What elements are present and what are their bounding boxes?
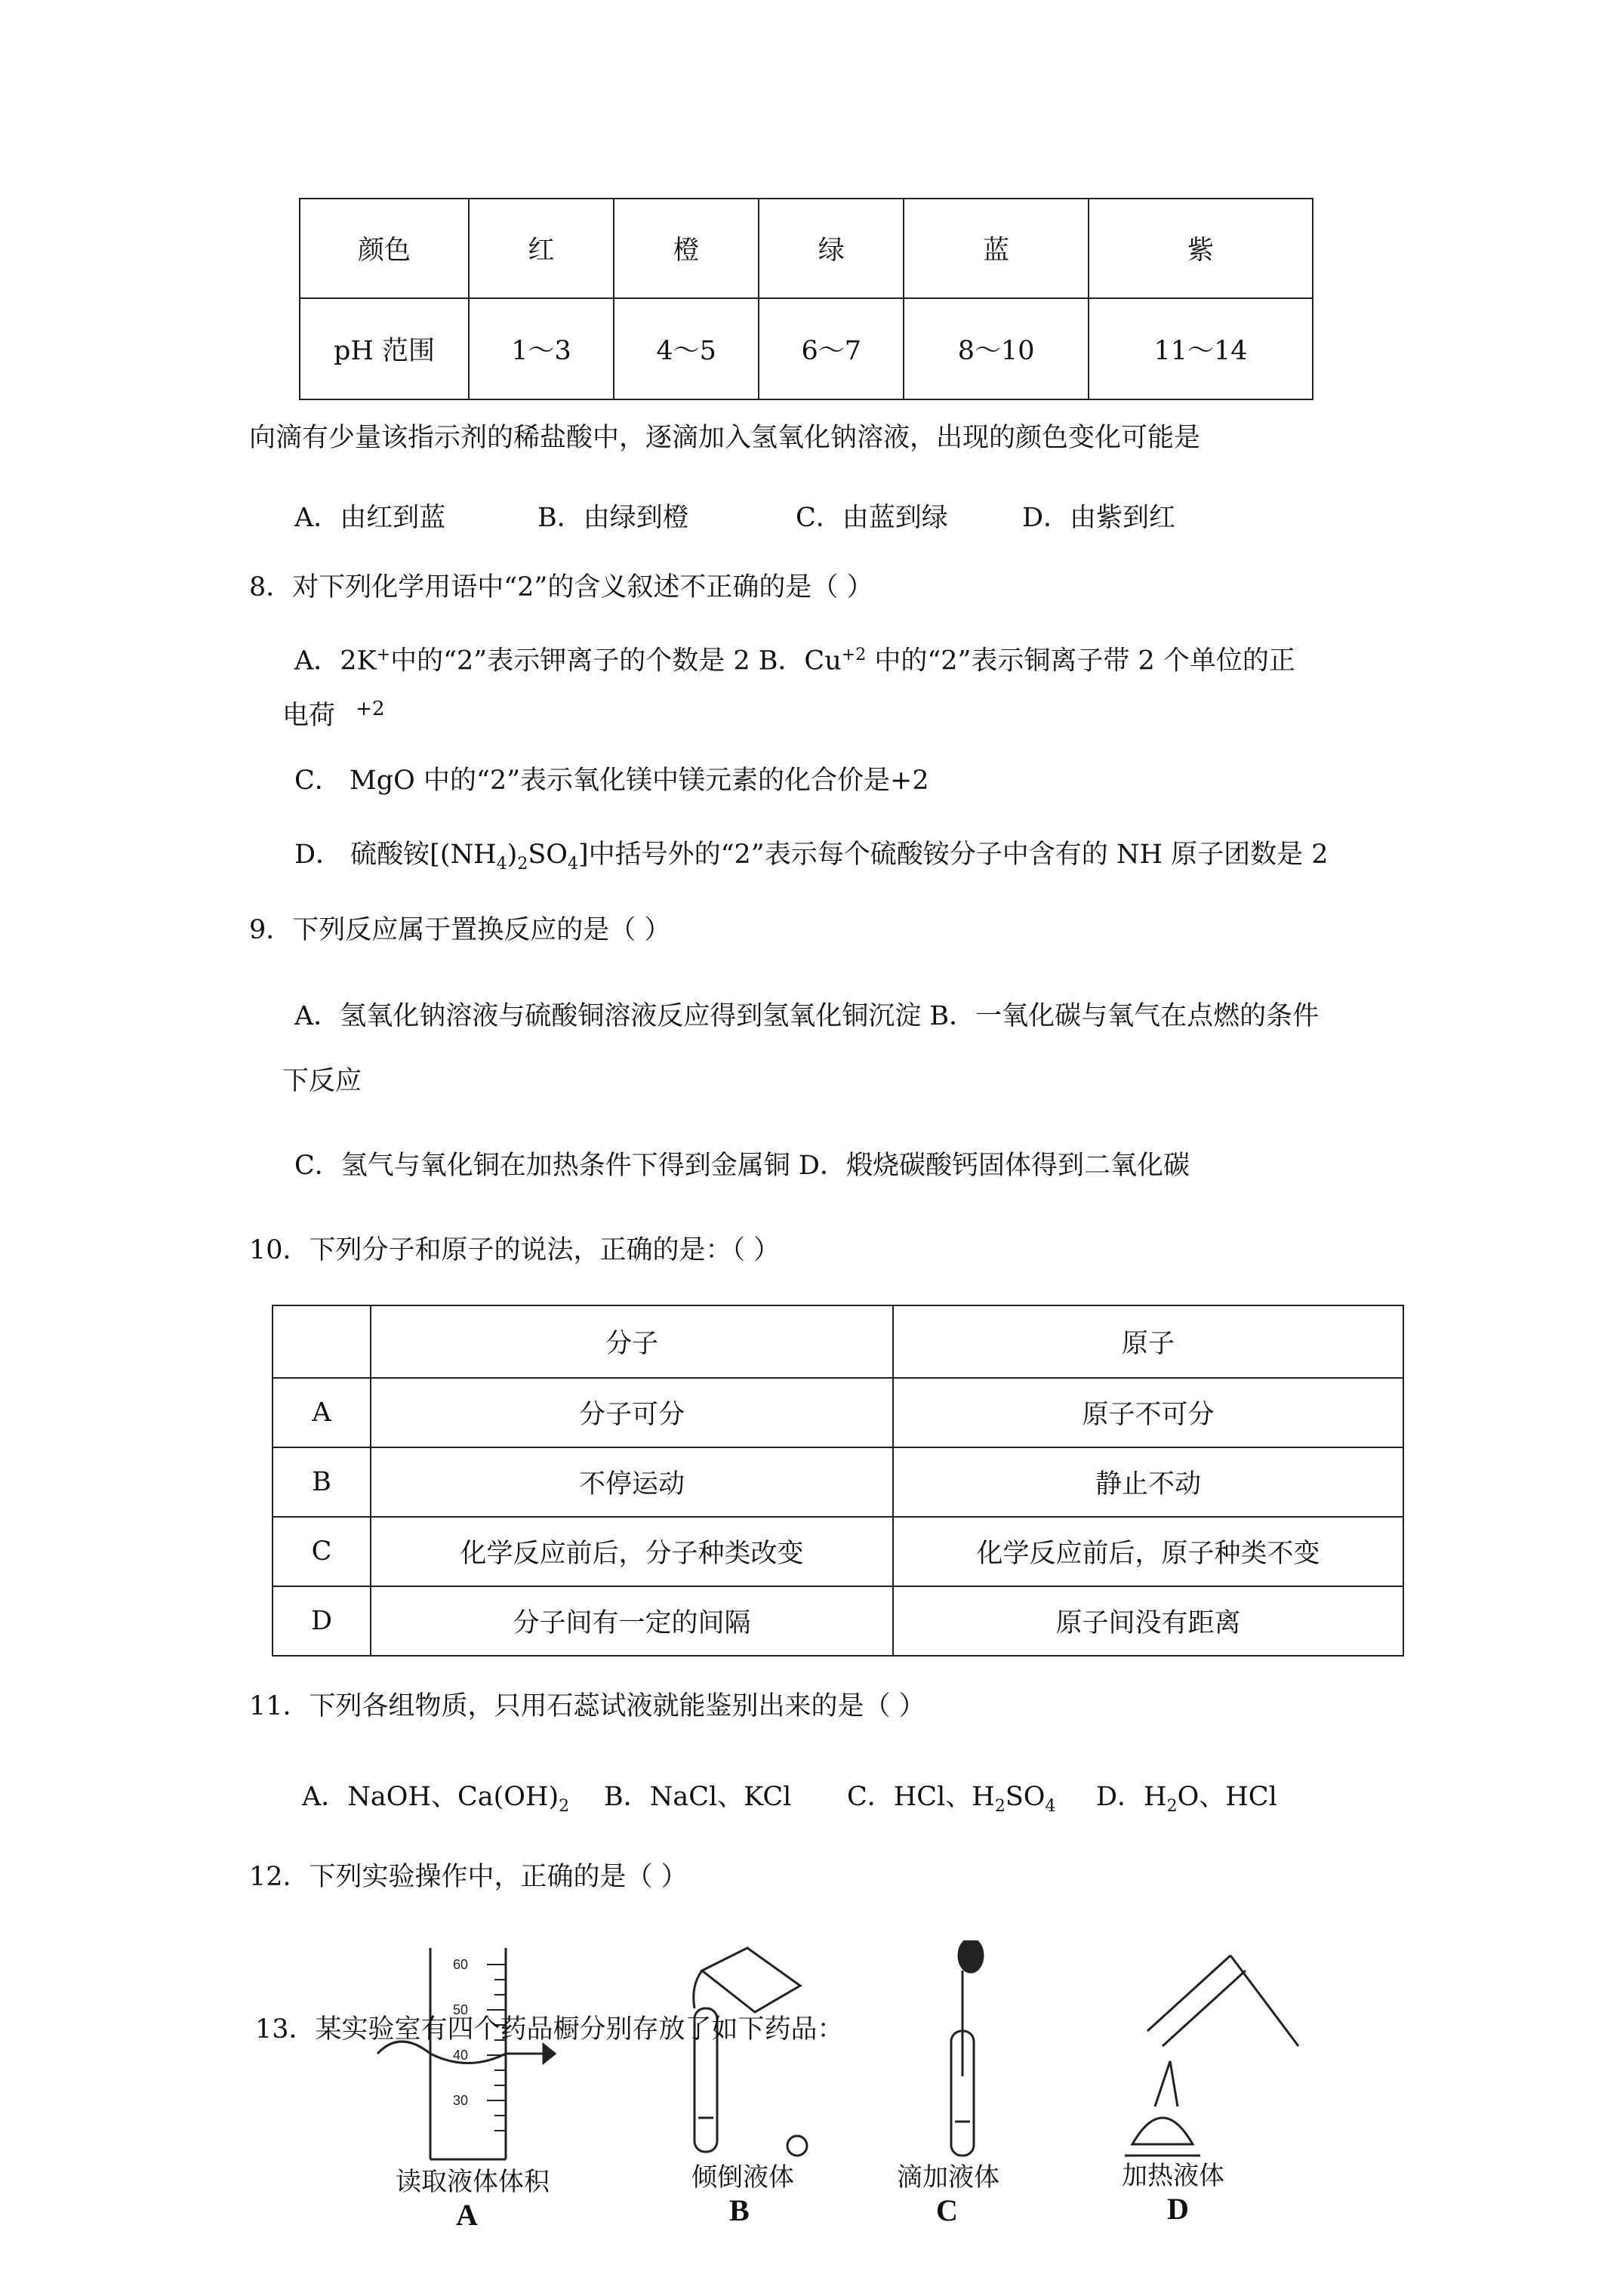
ph-table-cell: 1～3 (469, 298, 614, 399)
ph-table-header-cell: 紫 (1089, 199, 1313, 298)
ph-table-cell: 8～10 (904, 298, 1089, 399)
caption-read-volume: 读取液体体积 (396, 2167, 550, 2197)
q7-stem: 向滴有少量该指示剂的稀盐酸中，逐滴加入氢氧化钠溶液，出现的颜色变化可能是 (249, 423, 1201, 453)
ph-table-header-cell: 红 (469, 199, 614, 298)
dropping-liquid-illustration (951, 1940, 983, 2156)
ph-table-cell: 6～7 (759, 298, 904, 399)
ph-table-header-cell: 颜色 (300, 199, 469, 298)
q11-option-d: D．$H_2O$、HCl (1096, 1782, 1277, 1816)
q7-option-b: B．由绿到橙 (537, 503, 689, 533)
q11-option-c: C．HCl、$H_2SO_4$ (847, 1782, 1056, 1816)
q8-option-a-b: A．2K+中的“2”表示钾离子的个数是 2 B．$Cu^{+2}$ 中的“2”表示铜离子带 2 个单位的正 (294, 646, 1295, 676)
q11-option-b: B．NaCl、KCl (604, 1782, 792, 1812)
q8-option-d: D． 硫酸铵$[(NH_4)_2SO_4]$中括号外的“2”表示每个硫酸铵分子中含有的 NH 原子团数是 2 (294, 840, 1329, 874)
heating-liquid-illustration (1125, 1955, 1298, 2156)
q10-table (272, 1305, 1404, 1657)
figure-label-d: D (1167, 2192, 1189, 2226)
q11-stem: 11．下列各组物质，只用石蕊试液就能鉴别出来的是（ ） (249, 1691, 925, 1721)
caption-pour-liquid: 倾倒液体 (691, 2162, 794, 2193)
lab-operations-figure (347, 1940, 1419, 2167)
ph-table-cell: 11～14 (1089, 298, 1313, 399)
cylinder-tick-label: 40 (453, 2048, 469, 2063)
ph-table (299, 198, 1313, 400)
cylinder-tick-label: 50 (453, 2002, 469, 2017)
table-row: B 不停运动 静止不动 (273, 1447, 1403, 1517)
ph-table-cell: 4～5 (614, 298, 759, 399)
q7-option-c: C．由蓝到绿 (796, 503, 948, 533)
q10-stem: 10．下列分子和原子的说法，正确的是：（ ） (249, 1235, 781, 1265)
q7-option-d: D．由紫到红 (1022, 503, 1176, 533)
q10-table-header-cell: 分子 (371, 1305, 893, 1378)
q12-stem: 12．下列实验操作中，正确的是（ ） (249, 1862, 688, 1892)
cylinder-tick-label: 30 (453, 2093, 469, 2108)
cylinder-tick-label: 60 (453, 1957, 469, 1972)
pouring-liquid-illustration (694, 1948, 807, 2156)
table-row: D 分子间有一定的间隔 原子间没有距离 (273, 1586, 1403, 1656)
q9-option-c-d: C．氢气与氧化铜在加热条件下得到金属铜 D．煅烧碳酸钙固体得到二氧化碳 (294, 1151, 1190, 1181)
table-row: C 化学反应前后，分子种类改变 化学反应前后，原子种类不变 (273, 1517, 1403, 1586)
figure-label-c: C (936, 2193, 958, 2227)
q9-option-a-b: A．氢氧化钠溶液与硫酸铜溶液反应得到氢氧化铜沉淀 B．一氧化碳与氧气在点燃的条件 (294, 1001, 1320, 1031)
q8-option-b-continued: 电荷 $^{+2}$ (282, 698, 385, 731)
q8-stem: 8．对下列化学用语中“2”的含义叙述不正确的是（ ） (249, 572, 873, 603)
q10-table-header-cell: 原子 (893, 1305, 1403, 1378)
ph-table-header-cell: 绿 (759, 199, 904, 298)
ph-table-header-cell: 橙 (614, 199, 759, 298)
table-row: A 分子可分 原子不可分 (273, 1378, 1403, 1447)
figure-label-b: B (729, 2193, 750, 2227)
ph-table-header-cell: 蓝 (904, 199, 1089, 298)
q9-option-b-continued: 下反应 (282, 1066, 362, 1096)
caption-drop-liquid: 滴加液体 (897, 2162, 999, 2193)
q10-table-header-cell (273, 1305, 371, 1378)
ph-table-cell: pH 范围 (300, 298, 469, 399)
q7-option-a: A．由红到蓝 (294, 503, 446, 533)
q13-stem: 13．某实验室有四个药品橱分别存放了如下药品： (255, 2014, 844, 2045)
q9-stem: 9．下列反应属于置换反应的是（ ） (249, 915, 671, 945)
q8-option-c: C． MgO 中的“2”表示氧化镁中镁元素的化合价是+2 (294, 766, 929, 796)
q11-option-a: A．NaOH、$Ca(OH)_2$ (302, 1782, 570, 1816)
caption-heat-liquid: 加热液体 (1122, 2161, 1224, 2191)
charge-mark: +2 (356, 698, 385, 720)
figure-label-a: A (456, 2198, 478, 2232)
